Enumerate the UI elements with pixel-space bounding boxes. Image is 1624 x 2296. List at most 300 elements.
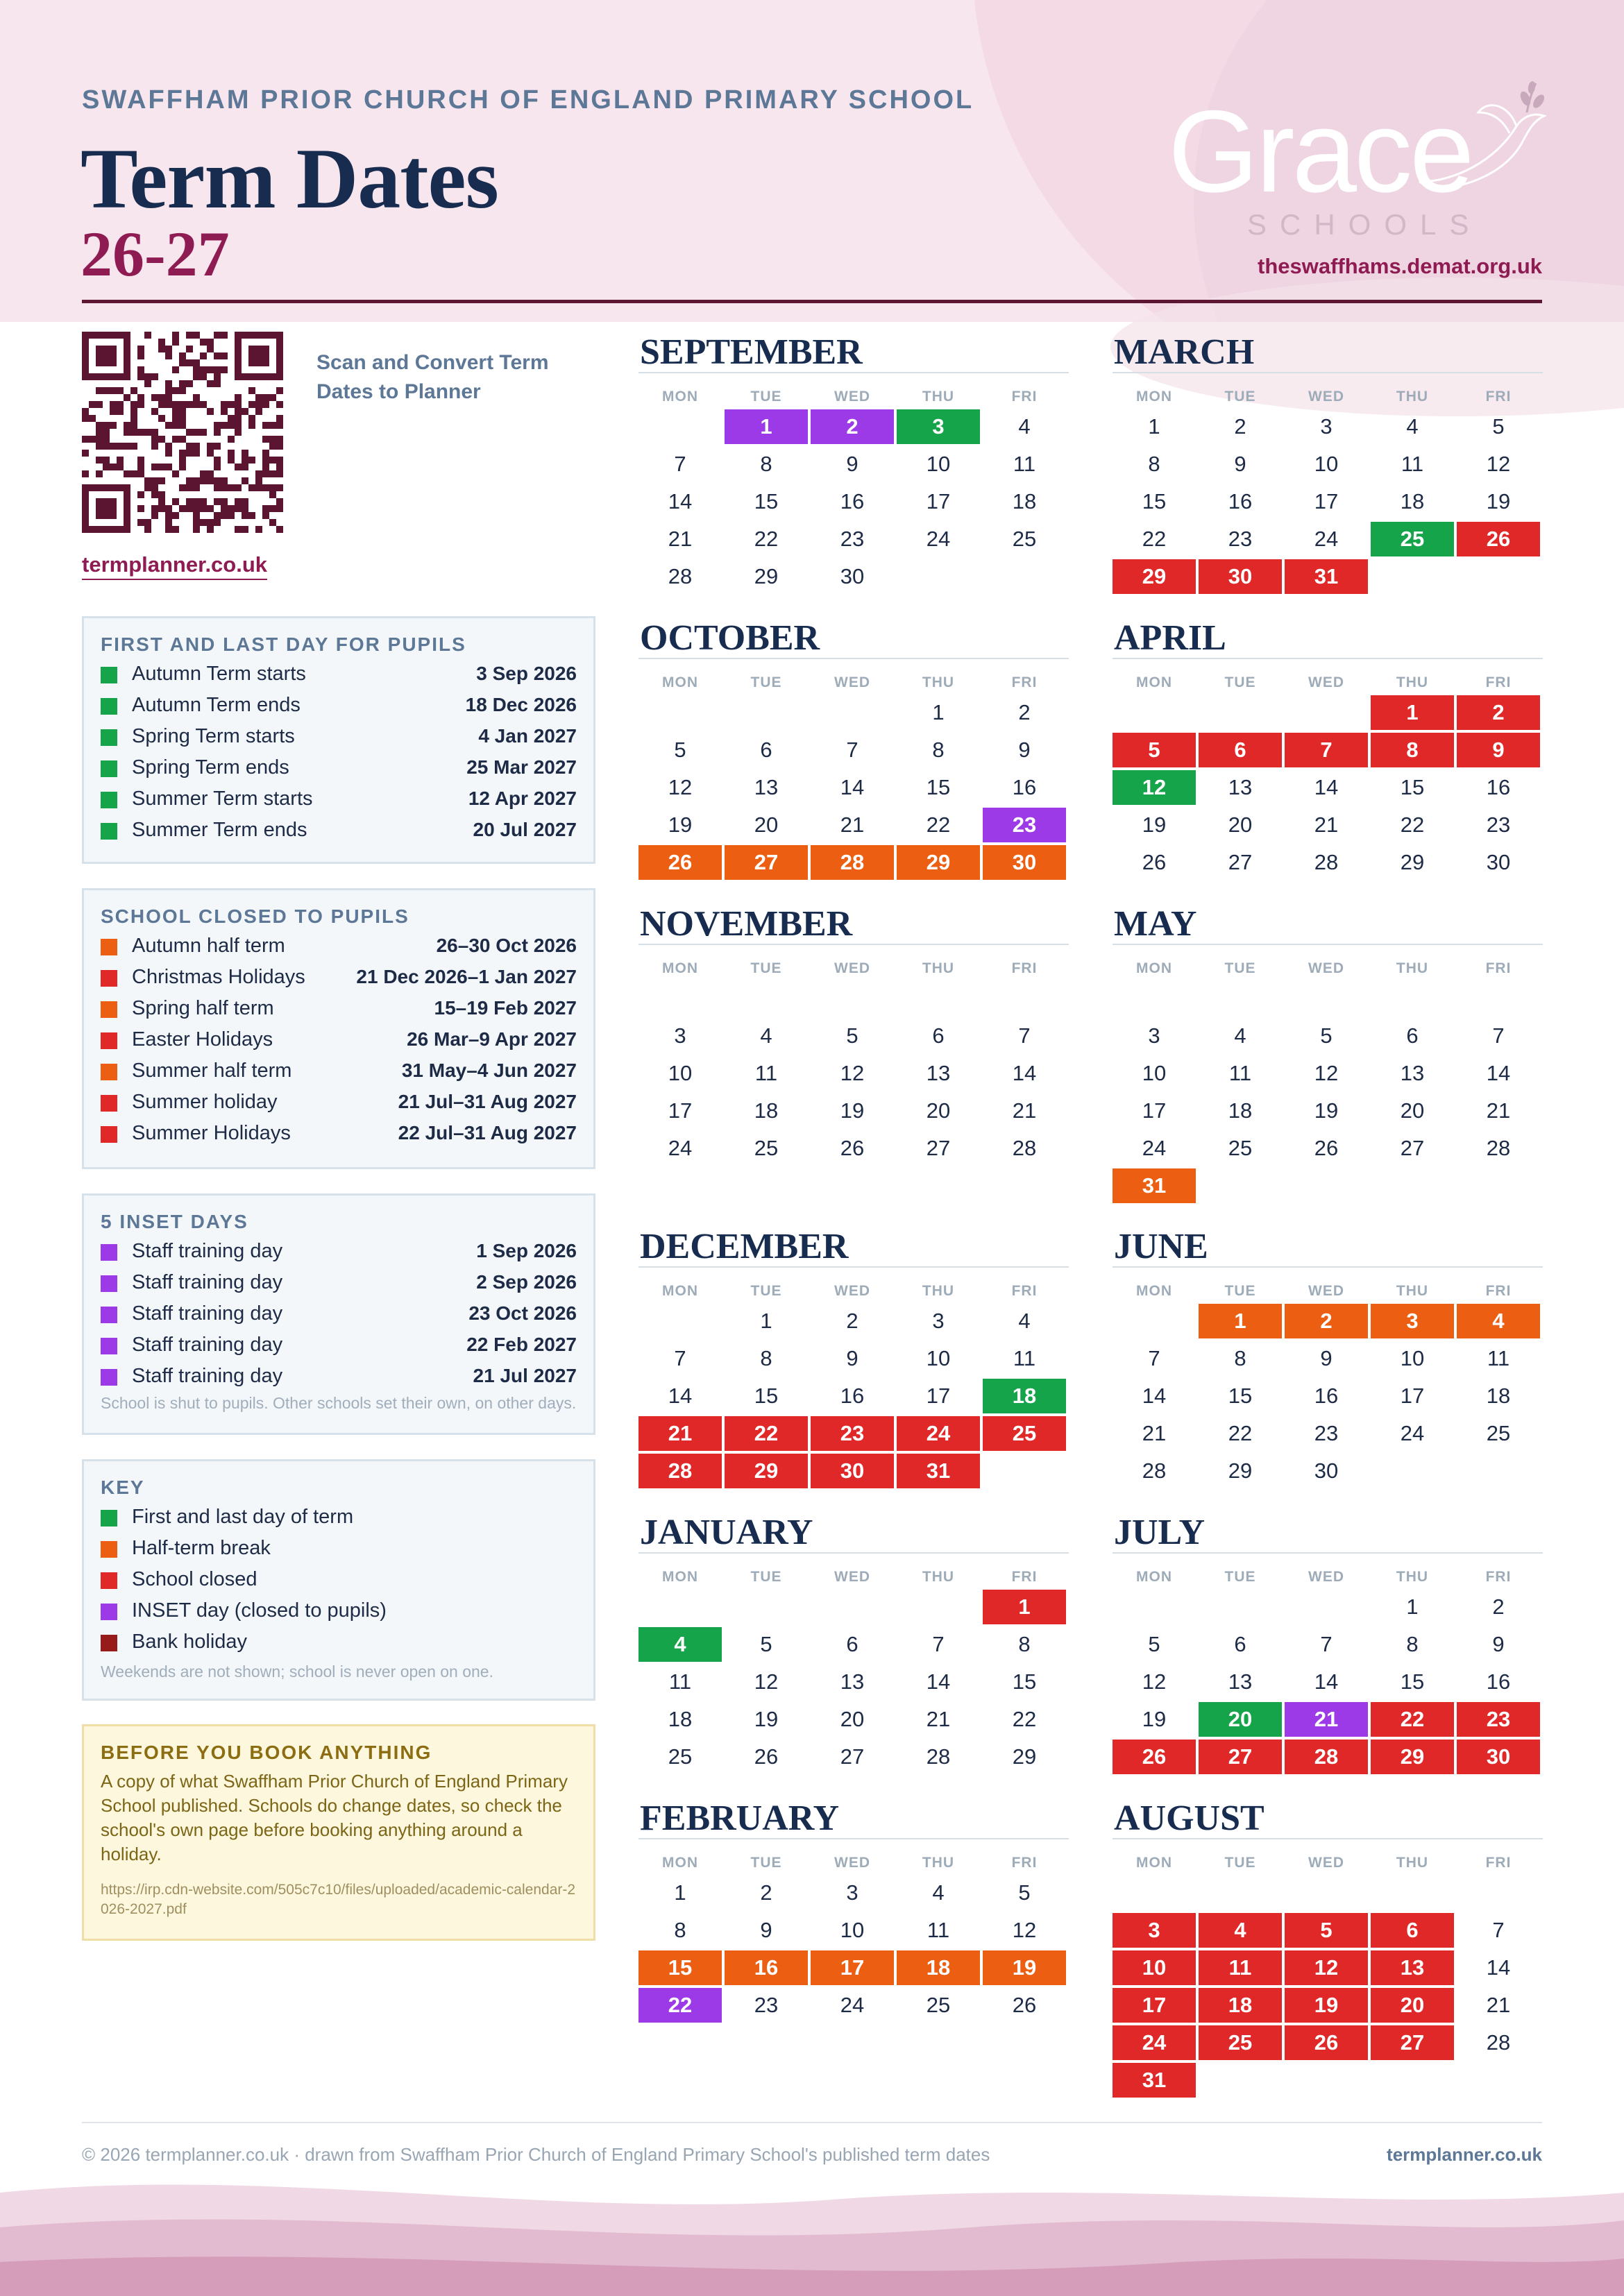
calendar-day: 5 [846,1023,858,1048]
calendar-day: 26 [1142,850,1167,874]
calendar-day: 13 [1228,775,1253,799]
termplanner-link[interactable]: termplanner.co.uk [82,552,267,580]
weekday-header: TUE [750,389,782,405]
weekday-header: FRI [1011,389,1038,405]
calendar-day: 2 [846,1309,858,1333]
calendar-day: 7 [1018,1023,1031,1048]
inset-days-panel [82,1193,595,1435]
legend-label: Staff training day [132,1334,283,1356]
legend-row [101,1565,577,1597]
legend-row [101,1597,577,1628]
calendar-day: 25 [754,1136,779,1160]
calendar-day: 18 [754,1098,779,1123]
panel-title: BEFORE YOU BOOK ANYTHING [101,1742,432,1763]
legend-date: 22 Jul–31 Aug 2027 [398,1122,577,1143]
calendar-day: 6 [846,1632,858,1656]
calendar-day: 1 [1371,695,1454,730]
calendar-day: 8 [1371,733,1454,767]
calendar-day: 16 [1486,1669,1511,1694]
legend-label: Half-term break [132,1537,271,1559]
calendar-day: 28 [1142,1459,1167,1483]
weekday-header: TUE [1224,960,1256,976]
calendar-day: 9 [760,1918,772,1942]
calendar-day: 24 [1113,2025,1196,2060]
calendar-day: 5 [760,1632,772,1656]
legend-row [101,1026,577,1057]
calendar-day: 12 [1285,1950,1368,1985]
color-swatch [101,1244,117,1261]
calendar-day: 3 [932,1309,945,1333]
calendar-day: 22 [1371,1702,1454,1737]
color-swatch [101,1126,117,1143]
calendar-day: 7 [932,1632,945,1656]
legend-row [101,691,577,722]
calendar-day: 8 [760,452,772,476]
color-swatch [101,698,117,715]
calendar-day: 7 [1492,1023,1505,1048]
calendar-day: 26 [1012,1993,1037,2017]
panel-title: 5 INSET DAYS [101,1211,248,1232]
calendar-day: 31 [897,1454,980,1488]
calendar-day: 21 [1486,1993,1511,2017]
calendar-day: 24 [668,1136,693,1160]
calendar-day: 13 [1228,1669,1253,1694]
calendar-day: 23 [811,1416,894,1451]
month-divider [638,372,1069,373]
month-title: MAY [1114,904,1197,944]
color-swatch [101,1572,117,1589]
calendar-day: 8 [1148,452,1160,476]
grace-schools-logo [1162,78,1551,244]
calendar-day: 28 [926,1744,951,1769]
month-divider [638,1266,1069,1268]
weekday-header: THU [1396,1855,1429,1871]
month-divider [638,944,1069,945]
month-divider [1113,1266,1543,1268]
calendar-day: 8 [674,1918,686,1942]
calendar-day: 14 [668,489,693,513]
calendar-day: 20 [840,1707,865,1731]
calendar-day: 10 [1142,1061,1167,1085]
calendar-day: 17 [668,1098,693,1123]
calendar-day: 29 [897,845,980,880]
header-divider [82,300,1542,303]
calendar-day: 19 [1142,813,1167,837]
calendar-day: 25 [983,1416,1066,1451]
calendar-day: 14 [840,775,865,799]
calendar-day: 20 [1371,1988,1454,2023]
calendar-day: 18 [668,1707,693,1731]
calendar-day: 26 [1113,1740,1196,1774]
calendar-day: 14 [1012,1061,1037,1085]
calendar-day: 11 [927,1918,950,1942]
weekday-header: FRI [1011,674,1038,690]
legend-label: Spring half term [132,997,274,1019]
weekday-header: WED [1308,389,1344,405]
logo-wordmark: Grace [1168,86,1472,216]
calendar-day: 27 [1228,850,1253,874]
color-swatch [101,792,117,808]
calendar-day: 16 [1012,775,1037,799]
calendar-day: 30 [1314,1459,1339,1483]
inset-note: School is shut to pupils. Other schools set their own, on other days. [101,1394,577,1412]
calendar-day: 25 [1012,527,1037,551]
legend-label: Spring Term starts [132,725,295,747]
legend-row [101,994,577,1026]
legend-label: Staff training day [132,1271,283,1293]
legend-label: Bank holiday [132,1631,248,1653]
month-title: OCTOBER [640,618,820,658]
weekday-header: WED [834,1855,870,1871]
legend-row [101,1057,577,1088]
calendar-day: 2 [760,1880,772,1905]
legend-date: 12 Apr 2027 [468,788,577,809]
calendar-day: 2 [1492,1595,1505,1619]
footer-link[interactable]: termplanner.co.uk [1387,2144,1542,2165]
calendar-day: 15 [638,1950,722,1985]
calendar-day: 18 [1012,489,1037,513]
legend-label: Summer holiday [132,1091,278,1113]
legend-label: Staff training day [132,1240,283,1262]
calendar-day: 29 [1400,850,1425,874]
color-swatch [101,1032,117,1049]
calendar-day: 11 [754,1061,778,1085]
calendar-day: 9 [1457,733,1540,767]
school-closed-panel [82,888,595,1169]
calendar-day: 9 [1320,1346,1333,1370]
calendar-day: 16 [840,1384,865,1408]
color-swatch [101,667,117,683]
calendar-day: 21 [1314,813,1339,837]
decorative-waves [0,2172,1624,2296]
legend-row [101,1119,577,1150]
weekday-header: FRI [1011,1855,1038,1871]
month-title: FEBRUARY [640,1798,840,1838]
calendar-day: 12 [1486,452,1511,476]
key-note: Weekends are not shown; school is never open on one. [101,1663,493,1681]
weekday-header: MON [1136,1569,1172,1585]
calendar-day: 15 [754,1384,779,1408]
calendar-day: 16 [1314,1384,1339,1408]
dove-icon [1412,78,1551,196]
month-title: NOVEMBER [640,904,853,944]
color-swatch [101,1635,117,1651]
calendar-day: 27 [926,1136,951,1160]
calendar-day: 21 [840,813,865,837]
calendar-day: 4 [638,1627,722,1662]
calendar-day: 3 [674,1023,686,1048]
calendar-day: 24 [1314,527,1339,551]
weekday-header: TUE [1224,1855,1256,1871]
booking-warning-panel [82,1724,595,1941]
month-title: SEPTEMBER [640,332,863,372]
calendar-day: 3 [1148,1023,1160,1048]
calendar-day: 22 [926,813,951,837]
calendar-day: 28 [1314,850,1339,874]
calendar-day: 7 [674,1346,686,1370]
calendar-day: 1 [760,1309,772,1333]
calendar-day: 31 [1285,559,1368,594]
calendar-day: 28 [811,845,894,880]
legend-row [101,754,577,785]
calendar-day: 21 [1486,1098,1511,1123]
legend-label: First and last day of term [132,1506,354,1528]
calendar-day: 29 [725,1454,808,1488]
legend-row [101,1088,577,1119]
legend-date: 21 Jul–31 Aug 2027 [398,1091,577,1112]
calendar-day: 17 [926,489,951,513]
weekday-header: WED [1308,1855,1344,1871]
legend-label: Autumn half term [132,935,285,957]
color-swatch [101,1001,117,1018]
legend-date: 15–19 Feb 2027 [434,997,577,1019]
legend-row [101,660,577,691]
calendar-day: 26 [638,845,722,880]
calendar-day: 3 [1113,1913,1196,1948]
legend-date: 22 Feb 2027 [466,1334,577,1355]
month-divider [638,1552,1069,1554]
calendar-day: 9 [1018,738,1031,762]
calendar-day: 7 [846,738,858,762]
calendar-day: 24 [1400,1421,1425,1445]
calendar-day: 1 [932,700,945,724]
weekday-header: THU [922,389,955,405]
qr-code[interactable] [82,332,283,533]
color-swatch [101,1510,117,1527]
calendar-day: 19 [1285,1988,1368,2023]
calendar-day: 14 [1486,1061,1511,1085]
calendar-day: 1 [983,1590,1066,1624]
calendar-day: 25 [926,1993,951,2017]
calendar-day: 1 [1406,1595,1419,1619]
calendar-day: 17 [926,1384,951,1408]
legend-date: 26 Mar–9 Apr 2027 [407,1028,577,1050]
calendar-day: 23 [1486,813,1511,837]
calendar-day: 14 [1314,775,1339,799]
calendar-day: 15 [1228,1384,1253,1408]
calendar-day: 29 [754,564,779,588]
legend-date: 31 May–4 Jun 2027 [401,1060,577,1081]
calendar-day: 6 [1371,1913,1454,1948]
weekday-header: THU [1396,960,1429,976]
calendar-day: 6 [1234,1632,1246,1656]
calendar-day: 4 [1457,1304,1540,1338]
booking-warning-text: A copy of what Swaffham Prior Church of England Primary School published. Schools do change dates, so check the school's own page before booking anything around a holiday. [101,1771,568,1864]
calendar-day: 27 [1400,1136,1425,1160]
weekday-header: WED [1308,1569,1344,1585]
calendar-day: 12 [1113,770,1196,805]
legend-row [101,722,577,754]
color-swatch [101,939,117,955]
calendar-day: 8 [1018,1632,1031,1656]
calendar-day: 14 [1486,1955,1511,1980]
calendar-day: 4 [1406,414,1419,439]
calendar-day: 22 [725,1416,808,1451]
calendar-day: 30 [1457,1740,1540,1774]
calendar-day: 28 [638,1454,722,1488]
weekday-header: FRI [1011,1569,1038,1585]
calendar-day: 14 [668,1384,693,1408]
calendar-day: 10 [668,1061,693,1085]
calendar-day: 28 [668,564,693,588]
calendar-day: 4 [932,1880,945,1905]
weekday-header: TUE [750,674,782,690]
weekday-header: THU [1396,1283,1429,1299]
weekday-header: MON [662,1855,698,1871]
calendar-day: 17 [1142,1098,1167,1123]
calendar-day: 6 [932,1023,945,1048]
legend-row [101,1503,577,1534]
calendar-day: 19 [840,1098,865,1123]
calendar-day: 17 [811,1950,894,1985]
legend-date: 18 Dec 2026 [465,694,577,715]
calendar-day: 1 [1199,1304,1282,1338]
calendar-day: 5 [674,738,686,762]
weekday-header: WED [834,1283,870,1299]
calendar-day: 19 [668,813,693,837]
legend-date: 3 Sep 2026 [476,663,577,684]
calendar-day: 25 [1371,522,1454,556]
legend-row [101,932,577,963]
calendar-day: 4 [1018,414,1031,439]
calendar-day: 30 [1486,850,1511,874]
calendar-day: 19 [1314,1098,1339,1123]
calendar-day: 20 [754,813,779,837]
month-title: JULY [1114,1513,1206,1552]
calendar-day: 9 [1234,452,1246,476]
calendar-day: 22 [1228,1421,1253,1445]
calendar-day: 12 [1142,1669,1167,1694]
weekday-header: WED [834,674,870,690]
calendar-day: 15 [1142,489,1167,513]
weekday-header: THU [922,674,955,690]
legend-label: Autumn Term ends [132,694,301,716]
calendar-day: 26 [1457,522,1540,556]
month-divider [1113,372,1543,373]
legend-row [101,785,577,816]
calendar-day: 10 [1113,1950,1196,1985]
weekday-header: FRI [1485,389,1512,405]
calendar-day: 27 [1199,1740,1282,1774]
calendar-day: 18 [1228,1098,1253,1123]
weekday-header: FRI [1485,960,1512,976]
weekday-header: FRI [1011,1283,1038,1299]
month-title: AUGUST [1114,1798,1264,1838]
calendar-day: 3 [1320,414,1333,439]
calendar-day: 28 [1486,1136,1511,1160]
calendar-day: 28 [1486,2030,1511,2055]
calendar-day: 15 [1400,1669,1425,1694]
weekday-header: TUE [750,960,782,976]
calendar-day: 28 [1012,1136,1037,1160]
calendar-day: 11 [1199,1950,1282,1985]
calendar-day: 1 [725,409,808,444]
calendar-day: 2 [1285,1304,1368,1338]
school-name: SWAFFHAM PRIOR CHURCH OF ENGLAND PRIMARY SCHOOL [82,85,974,114]
calendar-day: 12 [840,1061,865,1085]
weekday-header: MON [1136,674,1172,690]
legend-date: 26–30 Oct 2026 [436,935,577,956]
calendar-day: 19 [754,1707,779,1731]
calendar-day: 10 [1314,452,1339,476]
legend-label: Christmas Holidays [132,966,305,988]
calendar-day: 11 [1228,1061,1252,1085]
calendar-day: 14 [1314,1669,1339,1694]
legend-row [101,1268,577,1300]
calendar-day: 24 [926,527,951,551]
calendar-day: 21 [926,1707,951,1731]
calendar-day: 7 [1492,1918,1505,1942]
calendar-day: 3 [846,1880,858,1905]
calendar-day: 10 [840,1918,865,1942]
color-swatch [101,1369,117,1386]
calendar-day: 26 [1285,2025,1368,2060]
calendar-day: 7 [1285,733,1368,767]
color-swatch [101,1064,117,1080]
month-divider [1113,1552,1543,1554]
logo-subtitle: SCHOOLS [1247,208,1482,241]
calendar-day: 26 [840,1136,865,1160]
calendar-day: 28 [1285,1740,1368,1774]
calendar-day: 18 [1486,1384,1511,1408]
calendar-day: 30 [811,1454,894,1488]
weekday-header: MON [662,674,698,690]
school-website-link[interactable]: theswaffhams.demat.org.uk [1258,254,1542,278]
weekday-header: WED [834,389,870,405]
month-title: APRIL [1114,618,1226,658]
calendar-day: 2 [1234,414,1246,439]
weekday-header: WED [834,1569,870,1585]
calendar-day: 19 [1142,1707,1167,1731]
calendar-day: 2 [1457,695,1540,730]
calendar-day: 13 [754,775,779,799]
calendar-day: 29 [1371,1740,1454,1774]
calendar-day: 26 [754,1744,779,1769]
weekday-header: WED [1308,960,1344,976]
calendar-day: 16 [840,489,865,513]
weekday-header: TUE [750,1569,782,1585]
calendar-day: 17 [1314,489,1339,513]
weekday-header: TUE [750,1855,782,1871]
calendar-day: 31 [1113,2063,1196,2098]
source-pdf-link[interactable]: https://irp.cdn-website.com/505c7c10/files/uploaded/academic-calendar-2026-2027.pdf [101,1882,576,1917]
footer-copyright: © 2026 termplanner.co.uk · drawn from Swaffham Prior Church of England Primary School's published term dates [82,2144,990,2165]
calendar-day: 29 [1012,1744,1037,1769]
calendar-day: 30 [840,564,865,588]
calendar-day: 5 [1148,1632,1160,1656]
weekday-header: MON [662,1569,698,1585]
calendar-day: 7 [674,452,686,476]
weekday-header: MON [1136,389,1172,405]
calendar-day: 21 [1285,1702,1368,1737]
calendar-day: 5 [1492,414,1505,439]
calendar-day: 26 [1314,1136,1339,1160]
calendar-day: 18 [983,1379,1066,1413]
calendar-day: 29 [1113,559,1196,594]
calendar-day: 14 [1142,1384,1167,1408]
calendar-day: 21 [1142,1421,1167,1445]
weekday-header: THU [1396,1569,1429,1585]
month-divider [1113,658,1543,659]
legend-label: Staff training day [132,1302,283,1325]
calendar-day: 27 [725,845,808,880]
calendar-day: 24 [1142,1136,1167,1160]
legend-label: Autumn Term starts [132,663,306,685]
calendar-day: 24 [840,1993,865,2017]
calendar-day: 13 [1371,1950,1454,1985]
calendar-day: 8 [1406,1632,1419,1656]
calendar-day: 5 [1320,1023,1333,1048]
